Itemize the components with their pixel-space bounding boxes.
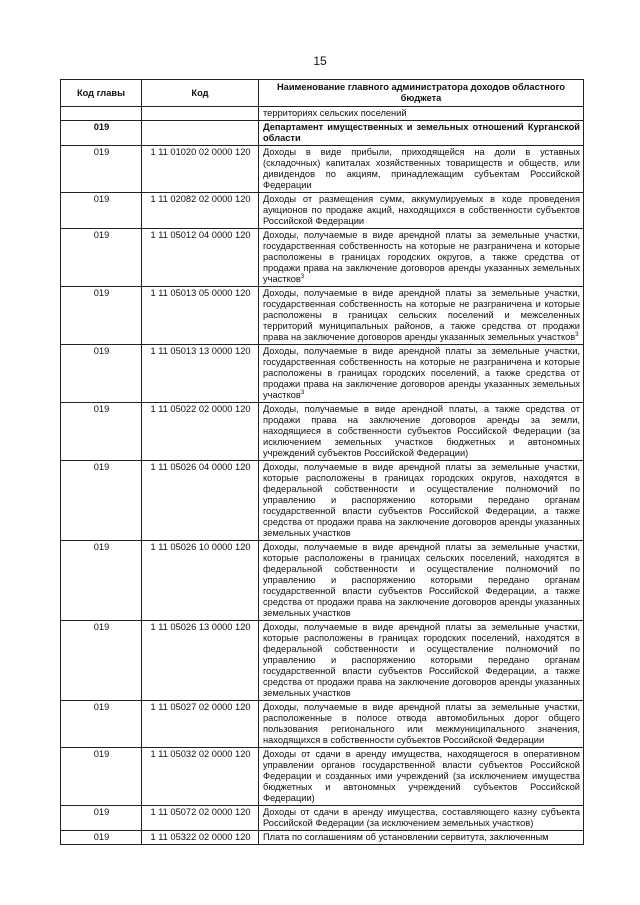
header-code: Код	[142, 80, 259, 107]
table-row	[61, 193, 584, 229]
cell-name	[259, 229, 584, 287]
cell-chapter-code: 019	[61, 403, 142, 461]
table-row	[61, 403, 584, 461]
table-row	[61, 229, 584, 287]
header-name: Наименование главного администратора доходов областного бюджета	[259, 80, 584, 107]
table-row	[61, 121, 584, 146]
cell-name	[259, 403, 584, 461]
cell-name	[259, 345, 584, 403]
footnote-marker: 3	[300, 273, 305, 280]
cell-name	[259, 748, 584, 806]
page-number: 15	[313, 54, 327, 68]
cell-revenue-code: 1 11 05072 02 0000 120	[142, 806, 259, 831]
footnote-marker: 3	[300, 389, 305, 396]
cell-name	[259, 461, 584, 541]
cell-revenue-code: 1 11 05322 02 0000 120	[142, 831, 259, 845]
cell-name	[259, 107, 584, 121]
table-row	[61, 541, 584, 621]
cell-chapter-code: 019	[61, 287, 142, 345]
cell-name-text: территориях сельских поселений	[263, 108, 407, 118]
revenue-codes-table	[60, 79, 584, 845]
cell-name-text: Доходы, получаемые в виде арендной платы за земельные участки, расположенные в полосе отвода автомобильных дорог общего пользования регионального или межмуниципального значения, находящихся в собственности субъектов Российской Федерации	[263, 702, 580, 745]
cell-name-text: Доходы, получаемые в виде арендной платы за земельные участки, которые расположены в границах городских округов, находятся в федеральной собственности и осуществление полномочий по управлению и распоряжению которыми передано органам государственной власти субъектов Российской Федерации, а также средства от продажи права на заключение договоров аренды указанных земельных участков	[263, 462, 580, 538]
cell-name	[259, 287, 584, 345]
cell-revenue-code: 1 11 05026 13 0000 120	[142, 621, 259, 701]
cell-revenue-code: 1 11 05027 02 0000 120	[142, 701, 259, 748]
cell-name-text: Доходы, получаемые в виде арендной платы за земельные участки, государственная собственность на которые не разграничена и которые расположены в границах городских округов, а также средства от продажи права на заключение договоров аренды указанных земельных участков	[263, 230, 580, 284]
cell-chapter-code: 019	[61, 229, 142, 287]
table-header-row	[61, 80, 584, 107]
cell-name-text: Доходы в виде прибыли, приходящейся на доли в уставных (складочных) капиталах хозяйственных товариществ и обществ, или дивидендов по акциям, принадлежащим субъектам Российской Федерации	[263, 147, 580, 190]
table-body	[61, 107, 584, 845]
cell-revenue-code: 1 11 05026 10 0000 120	[142, 541, 259, 621]
cell-name-text: Департамент имущественных и земельных отношений Курганской области	[263, 122, 580, 143]
cell-name	[259, 621, 584, 701]
cell-name-text: Плата по соглашениям об установлении сервитута, заключенным	[263, 832, 549, 842]
cell-name-text: Доходы от сдачи в аренду имущества, находящегося в оперативном управлении органов государственной власти субъектов Российской Федерации и созданных ими учреждений (за исключением имущества бюджетных и автономных учреждений субъектов Российской Федерации)	[263, 749, 580, 803]
table-row	[61, 287, 584, 345]
cell-revenue-code: 1 11 05013 13 0000 120	[142, 345, 259, 403]
cell-revenue-code: 1 11 05012 04 0000 120	[142, 229, 259, 287]
cell-name	[259, 121, 584, 146]
footnote-marker: 3	[575, 331, 579, 338]
cell-revenue-code: 1 11 01020 02 0000 120	[142, 146, 259, 193]
cell-revenue-code: 1 11 05013 05 0000 120	[142, 287, 259, 345]
cell-name-text: Доходы, получаемые в виде арендной платы за земельные участки, которые расположены в границах сельских поселений, находятся в федеральной собственности и осуществление полномочий по управлению и распоряжению которыми передано органам государственной власти субъектов Российской Федерации, а также средства от продажи права на заключение договоров аренды указанных земельных участков	[263, 542, 580, 618]
cell-name	[259, 541, 584, 621]
cell-name-text: Доходы, получаемые в виде арендной платы за земельные участки, которые расположены в границах городских поселений, находятся в федеральной собственности и осуществление полномочий по управлению и распоряжению которыми передано органам государственной власти субъектов Российской Федерации, а также средства от продажи права на заключение договоров аренды указанных земельных участков	[263, 622, 580, 698]
cell-name	[259, 193, 584, 229]
cell-chapter-code: 019	[61, 621, 142, 701]
cell-chapter-code: 019	[61, 806, 142, 831]
table-row	[61, 831, 584, 845]
cell-chapter-code: 019	[61, 831, 142, 845]
cell-chapter-code: 019	[61, 748, 142, 806]
cell-revenue-code: 1 11 05032 02 0000 120	[142, 748, 259, 806]
table-row	[61, 345, 584, 403]
table-row	[61, 107, 584, 121]
cell-revenue-code: 1 11 05022 02 0000 120	[142, 403, 259, 461]
cell-name-text: Доходы от размещения сумм, аккумулируемых в ходе проведения аукционов по продаже акций, находящихся в собственности субъектов Российской Федерации	[263, 194, 580, 226]
cell-name-text: Доходы, получаемые в виде арендной платы за земельные участки, государственная собственность на которые не разграничена и которые расположены в границах сельских поселений и межселенных территорий муниципальных районов, а также средства от продажи права на заключение договоров аренды указанных земельных участков	[263, 288, 580, 342]
cell-chapter-code: 019	[61, 541, 142, 621]
table-row	[61, 621, 584, 701]
cell-chapter-code: 019	[61, 701, 142, 748]
cell-chapter-code: 019	[61, 146, 142, 193]
cell-revenue-code	[142, 121, 259, 146]
cell-name-text: Доходы от сдачи в аренду имущества, составляющего казну субъекта Российской Федерации (за исключением земельных участков)	[263, 807, 580, 828]
cell-name	[259, 701, 584, 748]
cell-name	[259, 146, 584, 193]
table-row	[61, 701, 584, 748]
cell-name	[259, 806, 584, 831]
cell-name-text: Доходы, получаемые в виде арендной платы за земельные участки, государственная собственность на которые не разграничена и которые расположены в границах городских поселений, а также средства от продажи права на заключение договоров аренды указанных земельных участков	[263, 346, 580, 400]
cell-name-text: Доходы, получаемые в виде арендной платы, а также средства от продажи права на заключение договоров аренды за земли, находящиеся в собственности субъектов Российской Федерации (за исключением земельных участков бюджетных и автономных учреждений субъектов Российской Федерации)	[263, 404, 580, 458]
table-row	[61, 748, 584, 806]
cell-chapter-code: 019	[61, 193, 142, 229]
table-row	[61, 461, 584, 541]
cell-chapter-code: 019	[61, 345, 142, 403]
cell-revenue-code: 1 11 05026 04 0000 120	[142, 461, 259, 541]
table-row	[61, 806, 584, 831]
cell-chapter-code	[61, 107, 142, 121]
cell-revenue-code	[142, 107, 259, 121]
cell-chapter-code: 019	[61, 461, 142, 541]
cell-name	[259, 831, 584, 845]
cell-revenue-code: 1 11 02082 02 0000 120	[142, 193, 259, 229]
cell-chapter-code: 019	[61, 121, 142, 146]
table-row	[61, 146, 584, 193]
header-chapter: Код главы	[61, 80, 142, 107]
